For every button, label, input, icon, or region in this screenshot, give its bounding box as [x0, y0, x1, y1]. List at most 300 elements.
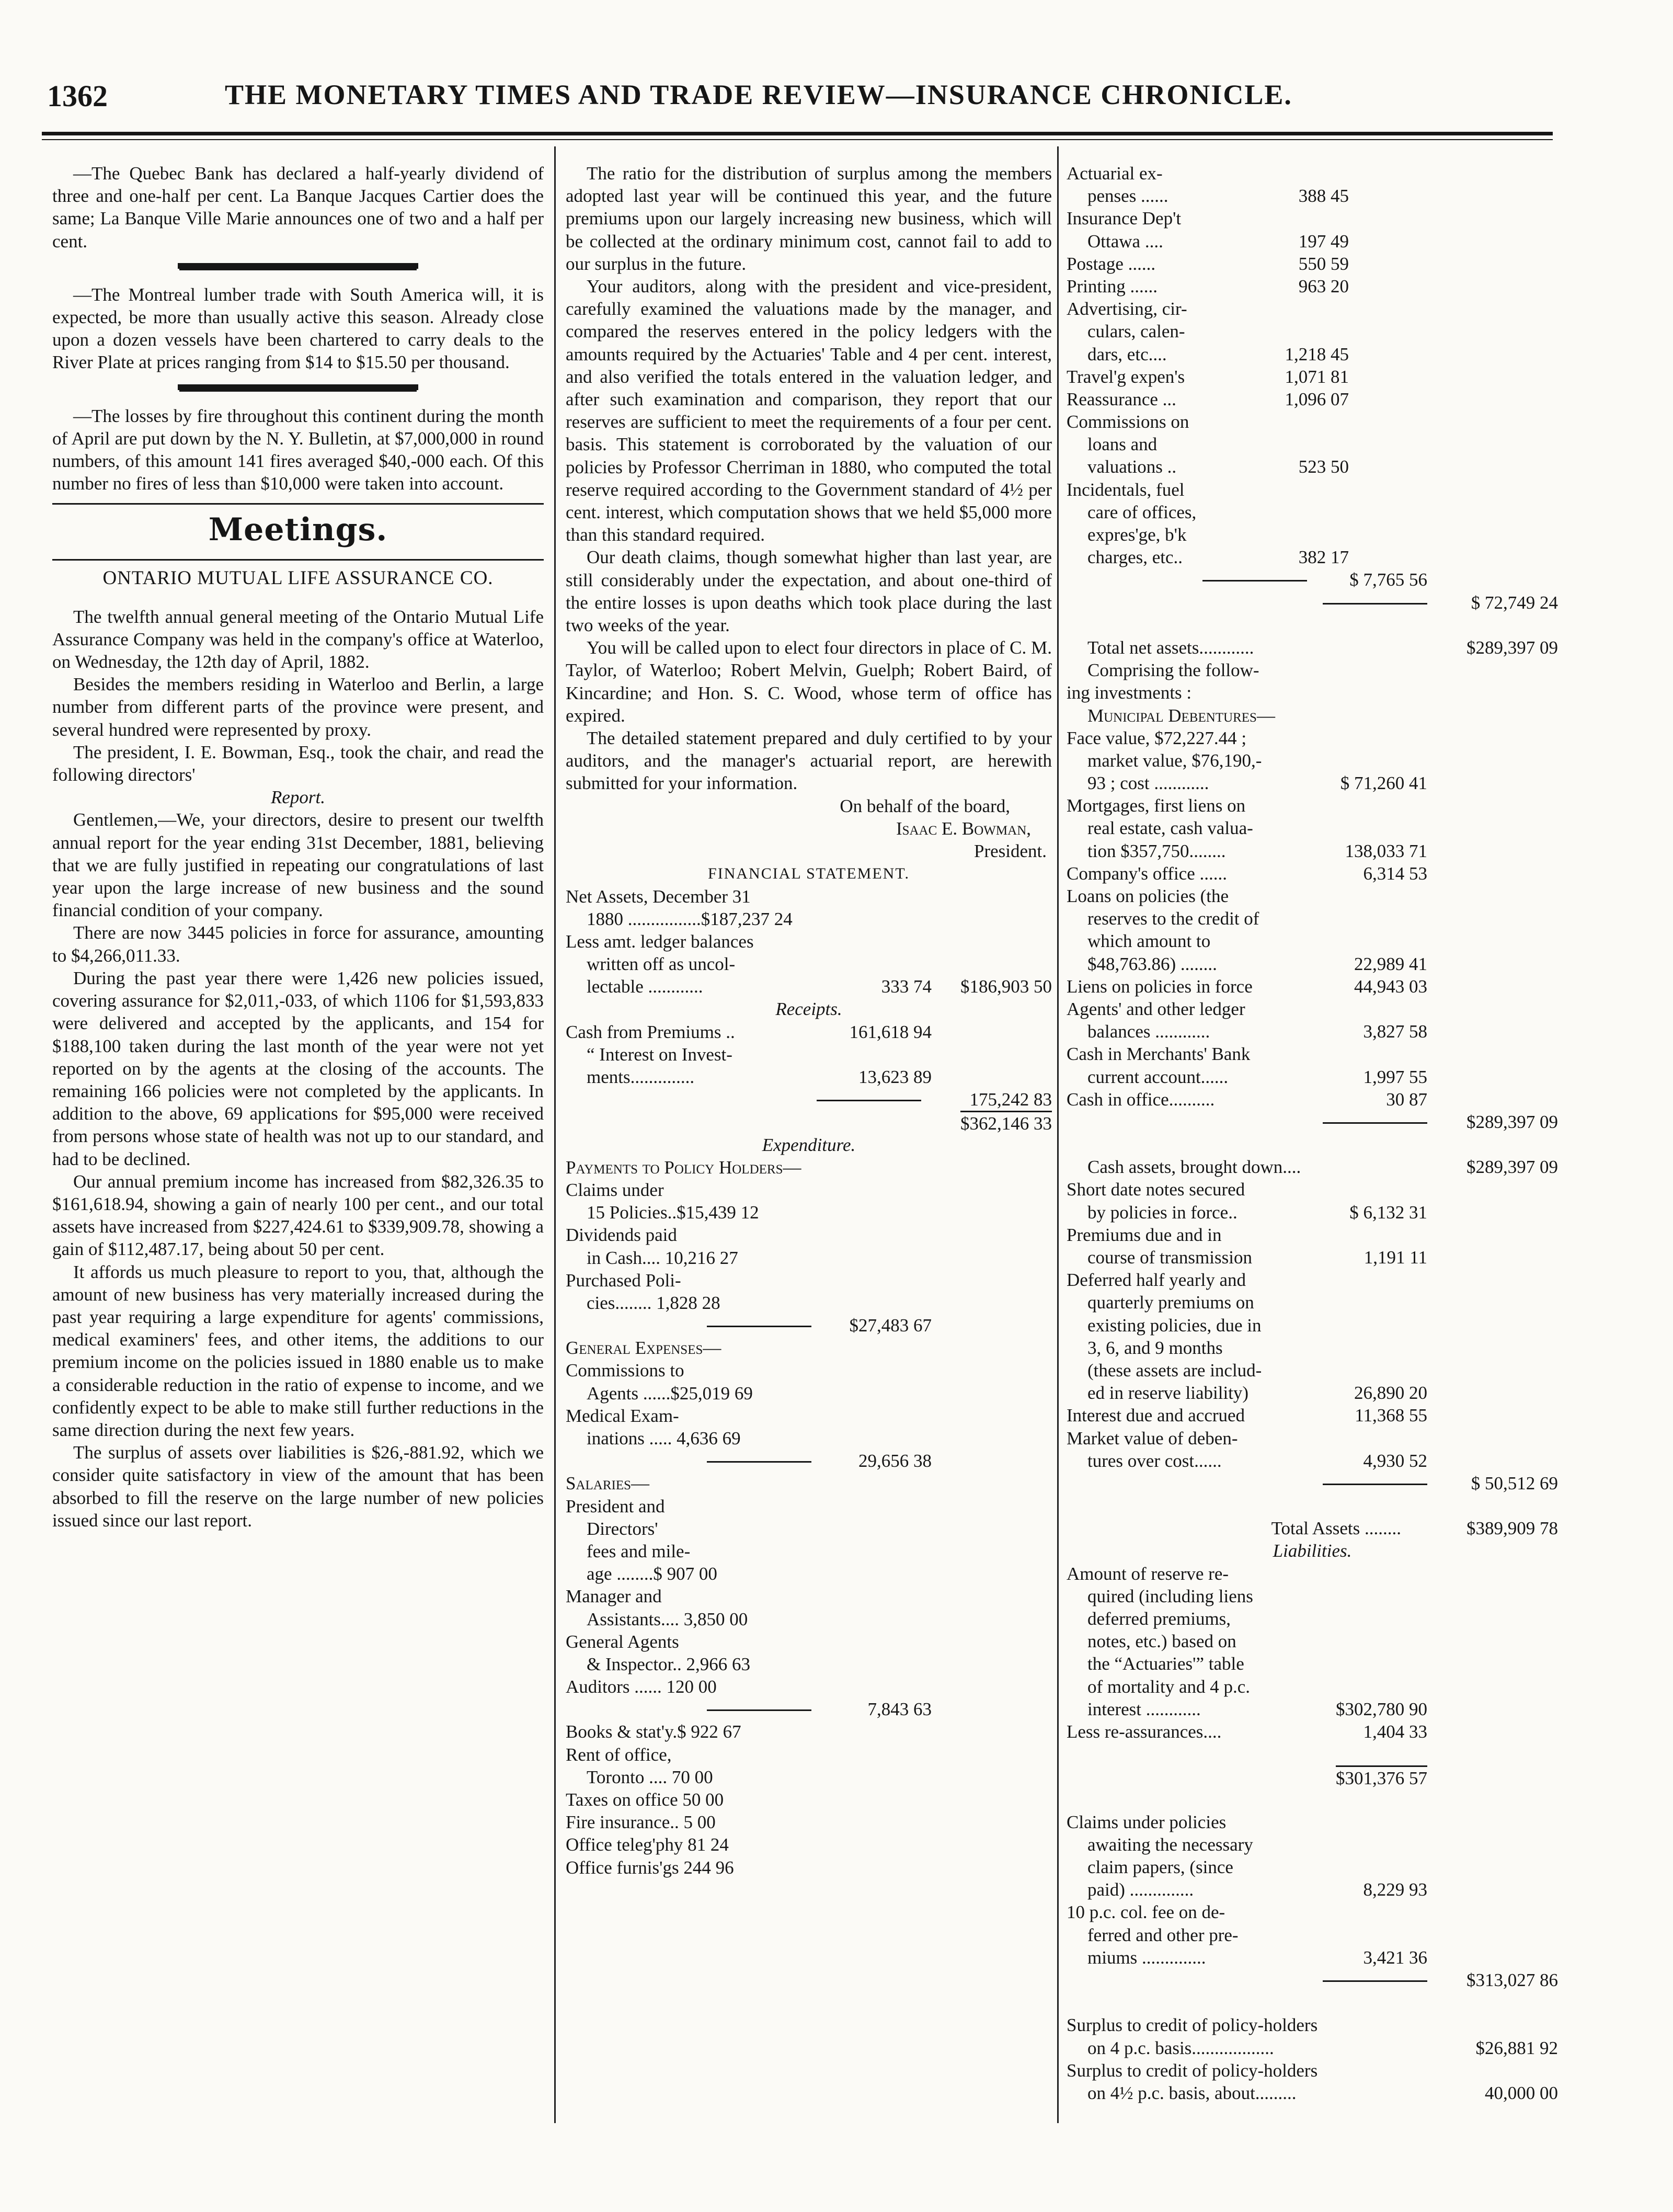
statement-row [566, 1811, 1052, 1833]
amount-a2: 11,368 55 [1355, 1405, 1427, 1426]
row-label: Purchased Poli- [566, 1270, 681, 1291]
row-label: Total Assets ........ [1271, 1518, 1401, 1539]
statement-row [566, 1427, 1052, 1450]
row-label: on 4 p.c. basis.................. [1087, 2037, 1274, 2058]
statement-row [1067, 478, 1558, 501]
page-header [47, 78, 1553, 120]
financial-statement-table-continued [1067, 162, 1558, 2104]
statement-row [1067, 523, 1558, 546]
statement-row [1067, 2014, 1558, 2036]
row-label: awaiting the necessary [1087, 1834, 1253, 1855]
statement-row [1067, 2059, 1558, 2082]
section-rule [52, 559, 544, 561]
amount-a2: 13,623 89 [858, 1067, 932, 1087]
row-label: Company's office ...... [1067, 863, 1228, 884]
statement-row [1067, 953, 1558, 975]
amount-a2: 7,843 63 [867, 1699, 932, 1720]
report-paragraph: You will be called upon to elect four directors in place of C. M. Taylor, of Waterloo; Robert Melvin, Guelph; Robert Baird, of Kincardine; and Hon. S. C. Wood, whose term of office has expired. [566, 637, 1052, 726]
row-label: Office furnis'gs 244 96 [566, 1857, 734, 1878]
row-label: Mortgages, first liens on [1067, 795, 1246, 816]
statement-row [1067, 501, 1558, 523]
amount-a2: 333 74 [881, 976, 932, 997]
report-paragraph: The ratio for the distribution of surplus among the members adopted last year will be continued this year, and the future premiums upon our largely increasing new business, which will be collected at the ordinary minimum cost, cannot fail to add to our surplus in the future. [566, 163, 1052, 274]
row-label: Dividends paid [566, 1225, 677, 1246]
statement-row [566, 1788, 1052, 1811]
row-label: Interest due and accrued [1067, 1405, 1245, 1426]
row-label: President and [566, 1496, 665, 1517]
row-label: Cash assets, brought down.... [1087, 1157, 1301, 1178]
statement-row [1067, 1314, 1558, 1337]
row-label: Insurance Dep't [1067, 208, 1182, 229]
statement-row [566, 1179, 1052, 1201]
amount-a1: 1,071 81 [1285, 366, 1349, 387]
row-label: “ Interest on Invest- [587, 1044, 732, 1065]
statement-row [1067, 1585, 1558, 1607]
intro-paragraph: The president, I. E. Bowman, Esq., took the chair, and read the following directors' [52, 742, 544, 785]
row-label: ferred and other pre- [1087, 1924, 1239, 1945]
statement-row [1067, 749, 1558, 772]
report-paragraph: Our death claims, though somewhat higher than last year, are still considerably under the expectation, and about one-third of the entire losses is upon deaths which took place during the last two weeks of the year. [566, 547, 1052, 636]
row-label: charges, etc.. [1087, 547, 1183, 568]
sum-rule [1323, 1980, 1427, 1982]
row-label: notes, etc.) based on [1087, 1631, 1236, 1652]
statement-row [1067, 930, 1558, 952]
statement-row [1067, 1833, 1558, 1856]
row-label: lectable ............ [587, 976, 703, 997]
statement-row [1067, 659, 1558, 681]
row-label: paid) .............. [1087, 1879, 1194, 1900]
sum-rule [707, 1709, 811, 1711]
row-label: Liens on policies in force [1067, 976, 1253, 997]
statement-row [566, 1675, 1052, 1698]
row-label: Auditors ...... 120 00 [566, 1677, 717, 1697]
row-label: interest ............ [1087, 1698, 1201, 1719]
statement-row [566, 1359, 1052, 1382]
row-label: Ottawa .... [1087, 231, 1163, 252]
statement-row [1067, 1765, 1558, 1788]
statement-row [1067, 1675, 1558, 1698]
news-item-quebec-bank: —The Quebec Bank has declared a half-yearly dividend of three and one-half per cent. La Banque Jacques Cartier does the same; La Banque Ville Marie announces one of two and a half per cent. [52, 163, 544, 252]
amount-a2: $ 7,765 56 [1349, 569, 1427, 590]
row-label: Total net assets............ [1087, 637, 1254, 658]
statement-row [1067, 681, 1558, 704]
amount-a1: 382 17 [1298, 547, 1349, 568]
statement-row [1067, 1178, 1558, 1201]
statement-row [1067, 1291, 1558, 1314]
statement-row [1067, 1404, 1558, 1427]
statement-row [1067, 1698, 1558, 1720]
statement-row [1067, 1472, 1558, 1495]
row-label: ments.............. [587, 1067, 695, 1087]
row-label: loans and [1087, 434, 1158, 455]
statement-row [566, 975, 1052, 998]
row-label: Face value, $72,227.44 ; [1067, 727, 1247, 748]
statement-row [1067, 794, 1558, 817]
statement-row [1067, 1563, 1558, 1585]
statement-row [1067, 1540, 1558, 1562]
row-label: & Inspector.. 2,966 63 [587, 1654, 751, 1674]
statement-row [1067, 230, 1558, 253]
amount-a2: 138,033 71 [1345, 840, 1427, 861]
statement-row [1067, 388, 1558, 411]
statement-row [1067, 343, 1558, 366]
statement-row [566, 1743, 1052, 1766]
statement-row [566, 1247, 1052, 1269]
statement-row [1067, 817, 1558, 839]
row-label: Cash from Premiums .. [566, 1021, 735, 1042]
amount-a2: 29,656 38 [858, 1451, 932, 1472]
amount-a1: 963 20 [1298, 276, 1349, 297]
row-label: written off as uncol- [587, 954, 736, 975]
statement-row [1067, 1720, 1558, 1743]
statement-row [566, 1156, 1052, 1179]
statement-row [566, 1631, 1052, 1653]
statement-row [566, 930, 1052, 953]
statement-row [1067, 1337, 1558, 1359]
amount-a2: 3,421 36 [1363, 1947, 1427, 1968]
page-number: 1362 [47, 79, 108, 113]
row-label: Incidentals, fuel [1067, 479, 1185, 500]
signer-title: President. [973, 841, 1047, 862]
amount-a2: 30 87 [1386, 1089, 1427, 1110]
row-label: claim papers, (since [1087, 1857, 1233, 1878]
statement-row [566, 1314, 1052, 1337]
amount-a3: $26,881 92 [1475, 2037, 1558, 2058]
statement-row [1067, 840, 1558, 862]
row-label: Commissions on [1067, 412, 1189, 432]
statement-row [1067, 1517, 1558, 1540]
statement-row [566, 1766, 1052, 1788]
row-label: Reassurance ... [1067, 389, 1176, 409]
statement-row [1067, 1856, 1558, 1878]
statement-row [1067, 1652, 1558, 1675]
statement-row [566, 1585, 1052, 1607]
row-label: Salaries— [566, 1473, 650, 1494]
row-label: in Cash.... 10,216 27 [587, 1247, 738, 1268]
row-label: Cash in office.......... [1067, 1089, 1215, 1110]
statement-row [566, 1066, 1052, 1088]
financial-statement-heading: FINANCIAL STATEMENT. [708, 865, 910, 883]
amount-a1: 197 49 [1298, 231, 1349, 252]
row-label: the “Actuaries'” table [1087, 1654, 1244, 1674]
financial-statement-table [566, 885, 1052, 1879]
statement-row [1067, 1043, 1558, 1065]
sum-rule [1323, 603, 1427, 605]
row-label: Less re-assurances.... [1067, 1721, 1222, 1742]
statement-row [1067, 162, 1558, 185]
amount-a2: $ 71,260 41 [1340, 773, 1427, 794]
statement-row [1067, 1246, 1558, 1269]
statement-row [1067, 862, 1558, 885]
statement-row [566, 1540, 1052, 1563]
statement-row [566, 1111, 1052, 1133]
sum-rule [1323, 1122, 1427, 1124]
row-label: Commissions to [566, 1360, 684, 1381]
statement-row [1067, 1607, 1558, 1630]
row-label: Loans on policies (the [1067, 886, 1229, 906]
amount-a2: 22,989 41 [1354, 953, 1427, 974]
statement-row [566, 1518, 1052, 1540]
row-label: Claims under [566, 1179, 664, 1200]
statement-row [566, 1495, 1052, 1518]
row-label: Surplus to credit of policy-holders [1067, 2015, 1318, 2036]
sum-rule [1202, 580, 1307, 581]
company-name: ONTARIO MUTUAL LIFE ASSURANCE CO. [102, 567, 494, 589]
amount-a1: 1,218 45 [1285, 344, 1349, 364]
sum-rule [707, 1326, 811, 1327]
statement-row [566, 1563, 1052, 1585]
row-label: Market value of deben- [1067, 1428, 1238, 1449]
statement-row [1067, 1020, 1558, 1043]
row-label: culars, calen- [1087, 321, 1185, 342]
statement-row [566, 1450, 1052, 1472]
row-label: quarterly premiums on [1087, 1292, 1254, 1313]
statement-row [1067, 1743, 1558, 1765]
statement-row [1067, 772, 1558, 794]
statement-row [1067, 1901, 1558, 1923]
amount-a3: $289,397 09 [1466, 637, 1558, 658]
statement-row [566, 1088, 1052, 1111]
statement-row [566, 953, 1052, 975]
statement-row [566, 1720, 1052, 1743]
statement-row [1067, 1878, 1558, 1901]
row-label: Agents' and other ledger [1067, 998, 1245, 1019]
amount-a3: 40,000 00 [1485, 2082, 1558, 2103]
item-separator [178, 384, 418, 390]
statement-row [566, 1224, 1052, 1246]
statement-row [1067, 1788, 1558, 1811]
row-label: Municipal Debentures— [1087, 705, 1275, 726]
statement-row [1067, 455, 1558, 478]
statement-row [566, 908, 1052, 930]
statement-row [566, 1405, 1052, 1427]
statement-row [1067, 1811, 1558, 1833]
statement-row [1067, 1427, 1558, 1450]
statement-row [1067, 975, 1558, 998]
statement-row [1067, 275, 1558, 298]
row-label: Manager and [566, 1586, 662, 1607]
sum-rule [817, 1100, 921, 1101]
statement-row [1067, 546, 1558, 568]
statement-row [566, 1653, 1052, 1675]
amount-a1: 550 59 [1298, 253, 1349, 274]
statement-row [566, 998, 1052, 1020]
statement-row [566, 1269, 1052, 1292]
row-label: ing investments : [1067, 682, 1192, 703]
row-label: General Agents [566, 1631, 679, 1652]
statement-row [1067, 1111, 1558, 1133]
report-paragraph: Your auditors, along with the president and vice-president, carefully examined the valuations made by the manager, and compared the reserves entered in the policy ledgers with the amounts required by the Actuaries' Table and 4 per cent. interest, and also verified the totals entered in the valuation ledger, and after such examination and comparison, they report that our reserves are sufficient to meet the requirements of a four per cent. basis. This statement is corroborated by the valuation of our policies by Professor Cherriman in 1880, who computed the total reserve required according to the Government standard of 4½ per cent. interest, which computation shows that we held $5,000 more than this standard required. [566, 276, 1052, 545]
amount-a3: $313,027 86 [1466, 1970, 1558, 1990]
amount-a2: 3,827 58 [1363, 1021, 1427, 1042]
statement-row [566, 1698, 1052, 1720]
row-label: 1880 ................$187,237 24 [587, 908, 793, 929]
row-label: miums .............. [1087, 1947, 1206, 1968]
row-label: cies........ 1,828 28 [587, 1292, 720, 1313]
amount-a2: 1,404 33 [1363, 1721, 1427, 1742]
row-label: real estate, cash valua- [1087, 818, 1253, 839]
statement-row [566, 1021, 1052, 1043]
report-paragraph: During the past year there were 1,426 new policies issued, covering assurance for $2,011,-033, of which 1106 for $1,593,833 were delivered and accepted by the applicants, and 154 for $188,100 taken during the last month of the year were not yet reported on by the agents at the closing of the accounts. The remaining 166 policies were not completed by the applicants. In addition to the above, 69 applications for $95,000 were received from persons whose state of health was not up to our standard, and had to be declined. [52, 967, 544, 1169]
row-label: quired (including liens [1087, 1586, 1253, 1606]
report-paragraph: It affords us much pleasure to report to you, that, although the amount of new business has very materially increased during the past year requiring a large expenditure for agents' commissions, medical examiners' fees, and other items, the additions to our premium income on the policies issued in 1880 enable us to make a considerable reduction in the ratio of expense to income, and we confidently expect to be able to make still further reductions in the same direction during the next few years. [52, 1261, 544, 1440]
row-label: Printing ...... [1067, 276, 1158, 297]
row-label: Agents ......$25,019 69 [587, 1383, 753, 1404]
statement-row [566, 1043, 1052, 1066]
statement-row [1067, 568, 1558, 591]
row-label: Travel'g expen's [1067, 366, 1185, 387]
row-label: Payments to Policy Holders— [566, 1157, 801, 1178]
intro-paragraph: Besides the members residing in Waterloo and Berlin, a large number from different parts of the province were present, and several hundred were represented by proxy. [52, 674, 544, 740]
column-divider-1 [554, 146, 556, 2123]
running-title: THE MONETARY TIMES AND TRADE REVIEW—INSURANCE CHRONICLE. [225, 79, 1292, 110]
statement-row [1067, 185, 1558, 207]
section-heading-meetings: Meetings. [208, 511, 388, 549]
row-label: Toronto .... 70 00 [587, 1766, 713, 1787]
row-label: Assistants.... 3,850 00 [587, 1609, 748, 1629]
statement-row [1067, 1133, 1558, 1156]
statement-row [566, 1472, 1052, 1495]
row-label: age ........$ 907 00 [587, 1564, 717, 1584]
report-paragraph: Our annual premium income has increased from $82,326.35 to $161,618.94, showing a gain of nearly 100 per cent., and our total assets have increased from $227,424.61 to $339,909.78, showing a gain of $112,487.17, being about 50 per cent. [52, 1171, 544, 1260]
amount-a2: 1,997 55 [1363, 1066, 1427, 1087]
statement-row [1067, 320, 1558, 343]
column-1 [52, 162, 544, 1532]
statement-row [566, 1292, 1052, 1314]
news-item-montreal-lumber: —The Montreal lumber trade with South America will, it is expected, be more than usually active this season. Already close upon a dozen vessels have been chartered to carry deals to the River Plate at prices ranging from $14 to $15.50 per thousand. [52, 284, 544, 373]
statement-row [1067, 907, 1558, 930]
statement-row [1067, 253, 1558, 275]
sign-off: On behalf of the board, [840, 795, 1010, 816]
row-label: $48,763.86) ........ [1087, 953, 1217, 974]
amount-a2: 6,314 53 [1363, 863, 1427, 884]
amount-a2: $27,483 67 [849, 1315, 932, 1336]
row-label: 15 Policies..$15,439 12 [587, 1202, 759, 1223]
statement-row [1067, 614, 1558, 636]
statement-row [1067, 591, 1558, 614]
statement-row [1067, 1201, 1558, 1224]
statement-row [1067, 1946, 1558, 1969]
row-label: Rent of office, [566, 1744, 672, 1765]
row-label: Cash in Merchants' Bank [1067, 1044, 1251, 1065]
statement-row [1067, 1359, 1558, 1382]
sum-rule [707, 1461, 811, 1463]
row-label: 93 ; cost ............ [1087, 773, 1209, 794]
row-label: Receipts. [775, 999, 842, 1020]
statement-row [1067, 998, 1558, 1020]
signer-name: Isaac E. Bowman, [896, 818, 1031, 839]
statement-row [566, 1201, 1052, 1224]
statement-row [566, 1382, 1052, 1405]
report-paragraph: The detailed statement prepared and duly certified to by your auditors, and the manager's actuarial report, are herewith submitted for your information. [566, 728, 1052, 794]
row-label: which amount to [1087, 931, 1211, 952]
amount-a2: $ 6,132 31 [1349, 1202, 1427, 1223]
row-label: Directors' [587, 1518, 658, 1539]
statement-row [1067, 1224, 1558, 1246]
row-label: Advertising, cir- [1067, 299, 1187, 320]
statement-row [566, 1337, 1052, 1359]
row-label: Actuarial ex- [1067, 163, 1163, 184]
report-heading: Report. [270, 787, 325, 808]
statement-row [1067, 636, 1558, 659]
row-label: penses ...... [1087, 186, 1168, 207]
amount-a2: 4,930 52 [1363, 1450, 1427, 1471]
row-label: on 4½ p.c. basis, about......... [1087, 2082, 1297, 2103]
amount-a2: 26,890 20 [1354, 1383, 1427, 1404]
amount-a2: $301,376 57 [1336, 1765, 1427, 1789]
row-label: inations ..... 4,636 69 [587, 1428, 741, 1449]
statement-row [1067, 366, 1558, 388]
statement-row [1067, 1924, 1558, 1946]
statement-row [1067, 298, 1558, 320]
statement-row [1067, 1630, 1558, 1652]
header-rule-thin [42, 139, 1553, 140]
row-label: Postage ...... [1067, 253, 1156, 274]
statement-row [1067, 1450, 1558, 1472]
report-paragraph: Gentlemen,—We, your directors, desire to present our twelfth annual report for the year ending 31st December, 1881, believing that we are fully justified in repeating our congratulations of last year upon the large increase of new business and the sound financial condition of your company. [52, 809, 544, 921]
report-paragraph: The surplus of assets over liabilities is $26,-881.92, which we consider quite satisfactory in view of the amount that has been absorbed to fill the reserve on the large number of new policies issued since our last report. [52, 1442, 544, 1531]
row-label: Liabilities. [1273, 1541, 1352, 1561]
report-paragraph: There are now 3445 policies in force for assurance, amounting to $4,266,011.33. [52, 922, 544, 966]
row-label: Premiums due and in [1067, 1224, 1222, 1245]
row-label: Surplus to credit of policy-holders [1067, 2060, 1318, 2081]
statement-row [1067, 2082, 1558, 2104]
row-label: market value, $76,190,- [1087, 750, 1262, 771]
statement-row [1067, 1969, 1558, 1991]
sum-rule [1323, 1484, 1427, 1485]
row-label: expres'ge, b'k [1087, 525, 1187, 545]
row-label: ed in reserve liability) [1087, 1383, 1249, 1404]
news-item-fire-losses: —The losses by fire throughout this continent during the month of April are put down by the N. Y. Bulletin, at $7,000,000 in round numbers, of this amount 141 fires averaged $40,-000 each. Of this number no fires of less than $10,000 were taken into account. [52, 405, 544, 494]
row-label: (these assets are includ- [1087, 1360, 1262, 1381]
statement-row [1067, 1269, 1558, 1291]
statement-row [566, 1833, 1052, 1856]
row-label: Comprising the follow- [1087, 660, 1259, 681]
amount-a3: $289,397 09 [1466, 1157, 1558, 1178]
statement-row [1067, 1382, 1558, 1404]
row-label: reserves to the credit of [1087, 908, 1259, 929]
row-label: balances ............ [1087, 1021, 1210, 1042]
row-label: Taxes on office 50 00 [566, 1789, 724, 1810]
row-label: Expenditure. [762, 1134, 856, 1155]
statement-row [1067, 1991, 1558, 2014]
amount-a3: $389,909 78 [1466, 1518, 1558, 1539]
column-2 [566, 162, 1052, 1879]
statement-row [1067, 1066, 1558, 1088]
amount-a3: $362,146 33 [960, 1111, 1052, 1135]
row-label: by policies in force.. [1087, 1202, 1237, 1223]
row-label: Medical Exam- [566, 1405, 679, 1426]
statement-row [1067, 1156, 1558, 1178]
statement-row [1067, 1495, 1558, 1517]
statement-row [566, 1856, 1052, 1879]
row-label: Office teleg'phy 81 24 [566, 1834, 729, 1855]
statement-row [1067, 411, 1558, 433]
row-label: Claims under policies [1067, 1811, 1227, 1832]
statement-row [1067, 885, 1558, 907]
row-label: 10 p.c. col. fee on de- [1067, 1902, 1225, 1923]
row-label: deferred premiums, [1087, 1609, 1231, 1629]
amount-a3: $ 50,512 69 [1471, 1473, 1558, 1493]
statement-row [566, 1608, 1052, 1631]
row-label: Short date notes secured [1067, 1179, 1245, 1200]
amount-a2: 44,943 03 [1354, 976, 1427, 997]
amount-a3: $186,903 50 [960, 976, 1052, 997]
amount-a2: 8,229 93 [1363, 1879, 1427, 1900]
section-rule [52, 503, 544, 505]
column-divider-2 [1057, 146, 1059, 2123]
row-label: course of transmission [1087, 1247, 1252, 1268]
